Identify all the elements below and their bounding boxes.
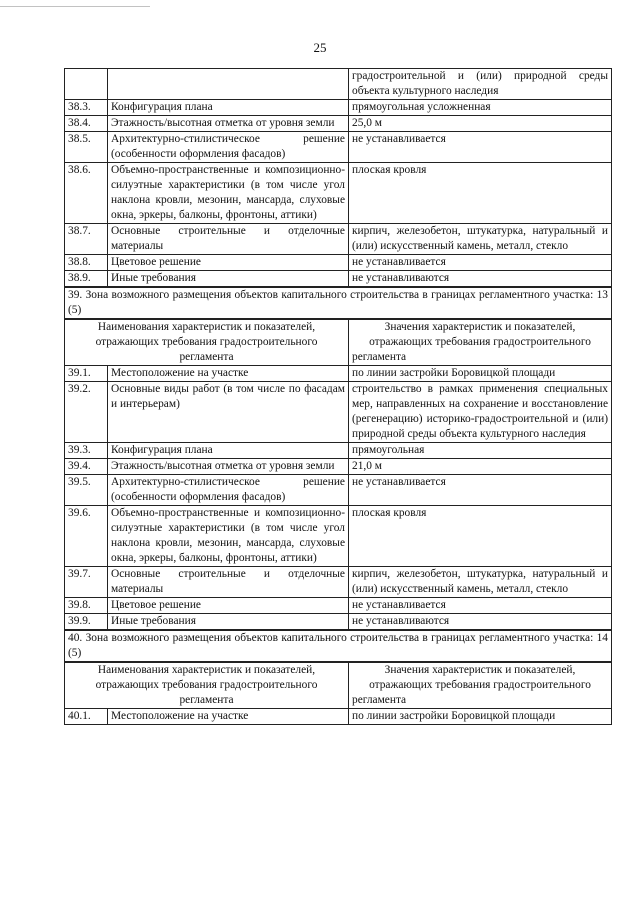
characteristic-name: Архитектурно-стилистическое решение (особенности оформления фасадов): [108, 475, 349, 506]
column-header-value: Значения характеристик и показателей, отражающих требования градостроительного регламента: [349, 319, 612, 366]
characteristic-name: Иные требования: [108, 271, 349, 288]
row-number: 39.7.: [65, 567, 108, 598]
table-row: [65, 255, 612, 271]
row-number: 39.5.: [65, 475, 108, 506]
characteristic-value: не устанавливается: [349, 132, 612, 163]
table-row: [65, 69, 612, 100]
characteristic-name: Цветовое решение: [108, 598, 349, 614]
characteristic-name: Основные виды работ (в том числе по фасадам и интерьерам): [108, 382, 349, 443]
row-number: [65, 69, 108, 100]
zone-heading: 40. Зона возможного размещения объектов капитального строительства в границах регламентного участка: 14 (5): [65, 630, 612, 662]
table-row: [65, 163, 612, 224]
characteristic-value: кирпич, железобетон, штукатурка, натуральный и (или) искусственный камень, металл, стекло: [349, 567, 612, 598]
characteristic-name: Иные требования: [108, 614, 349, 631]
characteristic-value: прямоугольная: [349, 443, 612, 459]
characteristic-name: Объемно-пространственные и композиционно-силуэтные характеристики (в том числе угол наклона кровли, мезонин, мансарда, слуховые окна, эркеры, балконы, фронтоны, аттики): [108, 506, 349, 567]
table-row: [65, 459, 612, 475]
table-row: [65, 116, 612, 132]
characteristic-value: строительство в рамках применения специальных мер, направленных на сохранение и восстановление (регенерацию) историко-градостроительной и (или) природной среды объекта культурного наследия: [349, 382, 612, 443]
column-header-name: Наименования характеристик и показателей, отражающих требования градостроительного регламента: [65, 319, 349, 366]
characteristic-name: Объемно-пространственные и композиционно-силуэтные характеристики (в том числе угол наклона кровли, мезонин, мансарда, слуховые окна, эркеры, балконы, фронтоны, аттики): [108, 163, 349, 224]
characteristic-name: Основные строительные и отделочные материалы: [108, 567, 349, 598]
zone-heading-row: [65, 630, 612, 662]
table-row: [65, 271, 612, 288]
page-number: 25: [313, 40, 327, 55]
characteristic-value: 25,0 м: [349, 116, 612, 132]
table-row: [65, 366, 612, 382]
characteristic-value: не устанавливаются: [349, 614, 612, 631]
characteristic-name: Этажность/высотная отметка от уровня земли: [108, 459, 349, 475]
column-header-name: Наименования характеристик и показателей, отражающих требования градостроительного регламента: [65, 662, 349, 709]
characteristic-value: прямоугольная усложненная: [349, 100, 612, 116]
row-number: 40.1.: [65, 709, 108, 725]
zone-heading-row: [65, 287, 612, 319]
row-number: 39.6.: [65, 506, 108, 567]
table-row: [65, 132, 612, 163]
row-number: 39.4.: [65, 459, 108, 475]
row-number: 39.9.: [65, 614, 108, 631]
table-row: [65, 443, 612, 459]
row-number: 39.2.: [65, 382, 108, 443]
characteristic-value: по линии застройки Боровицкой площади: [349, 366, 612, 382]
table-row: [65, 224, 612, 255]
column-header-value: Значения характеристик и показателей, отражающих требования градостроительного регламента: [349, 662, 612, 709]
table-row: [65, 709, 612, 725]
scan-edge-mark: [0, 6, 150, 7]
characteristic-name: Архитектурно-стилистическое решение (особенности оформления фасадов): [108, 132, 349, 163]
row-number: 38.8.: [65, 255, 108, 271]
characteristic-value: кирпич, железобетон, штукатурка, натуральный и (или) искусственный камень, металл, стекло: [349, 224, 612, 255]
characteristic-value: плоская кровля: [349, 506, 612, 567]
characteristic-value: не устанавливается: [349, 475, 612, 506]
row-number: 38.6.: [65, 163, 108, 224]
characteristic-value: не устанавливается: [349, 255, 612, 271]
characteristic-name: Местоположение на участке: [108, 709, 349, 725]
row-number: 39.3.: [65, 443, 108, 459]
characteristic-name: Конфигурация плана: [108, 100, 349, 116]
row-number: 39.8.: [65, 598, 108, 614]
characteristic-value: 21,0 м: [349, 459, 612, 475]
characteristic-value: по линии застройки Боровицкой площади: [349, 709, 612, 725]
characteristic-value: не устанавливается: [349, 598, 612, 614]
table-row: [65, 567, 612, 598]
table-row: [65, 475, 612, 506]
characteristic-value: плоская кровля: [349, 163, 612, 224]
row-number: 38.4.: [65, 116, 108, 132]
column-header-row: [65, 662, 612, 709]
zone-heading: 39. Зона возможного размещения объектов капитального строительства в границах регламентного участка: 13 (5): [65, 287, 612, 319]
characteristic-name: Основные строительные и отделочные материалы: [108, 224, 349, 255]
characteristic-value: градостроительной и (или) природной среды объекта культурного наследия: [349, 69, 612, 100]
column-header-row: [65, 319, 612, 366]
row-number: 39.1.: [65, 366, 108, 382]
table-row: [65, 598, 612, 614]
characteristic-name: Конфигурация плана: [108, 443, 349, 459]
characteristic-name: [108, 69, 349, 100]
characteristic-name: Местоположение на участке: [108, 366, 349, 382]
table-row: [65, 100, 612, 116]
characteristic-name: Цветовое решение: [108, 255, 349, 271]
regulations-table-body: [65, 69, 612, 725]
regulations-table: [64, 68, 612, 725]
table-row: [65, 382, 612, 443]
row-number: 38.5.: [65, 132, 108, 163]
row-number: 38.9.: [65, 271, 108, 288]
characteristic-value: не устанавливаются: [349, 271, 612, 288]
table-row: [65, 506, 612, 567]
table-row: [65, 614, 612, 631]
row-number: 38.7.: [65, 224, 108, 255]
characteristic-name: Этажность/высотная отметка от уровня земли: [108, 116, 349, 132]
row-number: 38.3.: [65, 100, 108, 116]
